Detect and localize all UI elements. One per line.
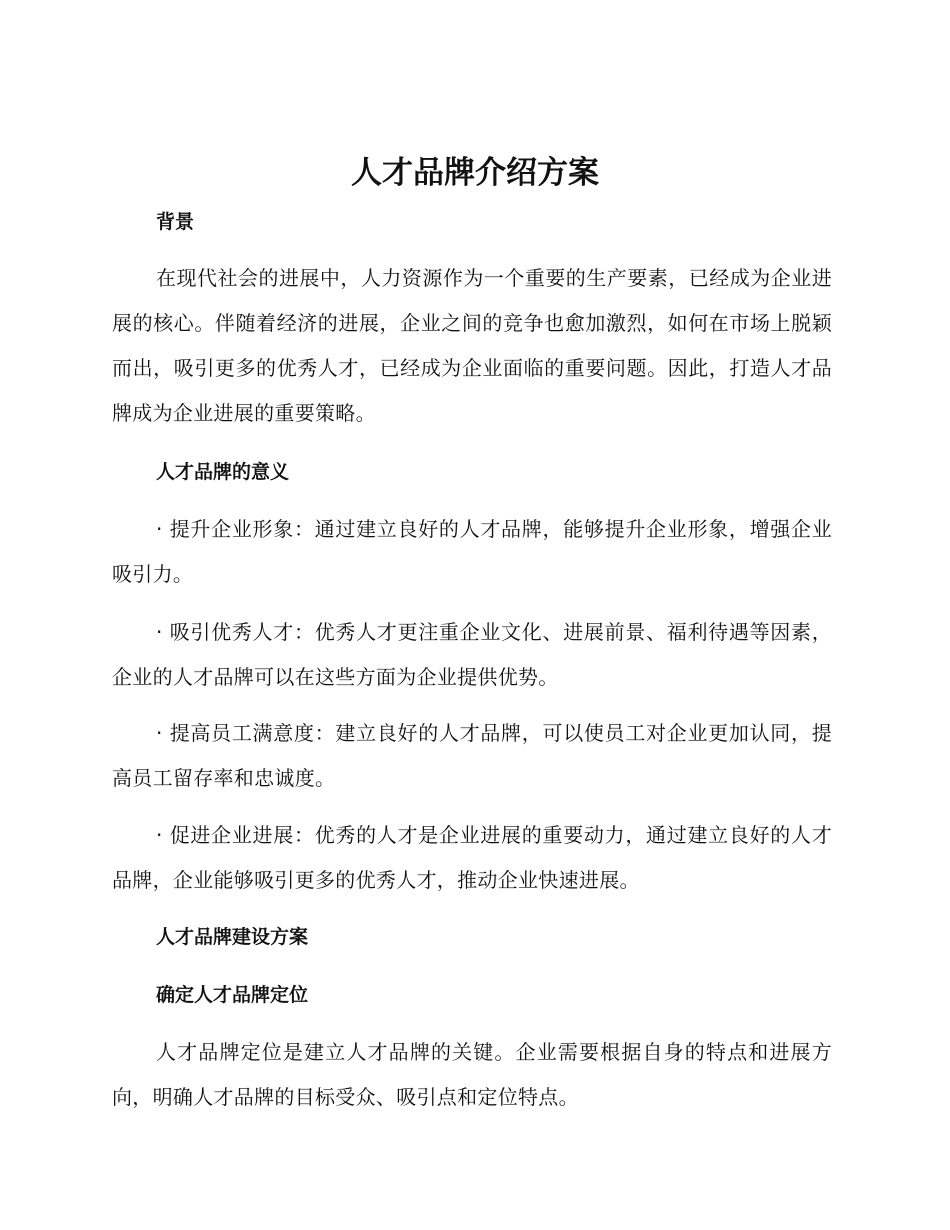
plan-heading: 人才品牌建设方案 (156, 926, 309, 948)
significance-point-3: · 提高员工满意度：建立良好的人才品牌，可以使员工对企业更加认同，提高员工留存率和忠诚度。 (112, 721, 832, 790)
positioning-heading: 确定人才品牌定位 (156, 984, 309, 1006)
significance-point-4: · 促进企业进展：优秀的人才是企业进展的重要动力，通过建立良好的人才品牌，企业能够吸引更多的优秀人才，推动企业快速进展。 (112, 823, 832, 892)
background-paragraph: 在现代社会的进展中，人力资源作为一个重要的生产要素，已经成为企业进展的核心。伴随着经济的进展，企业之间的竞争也愈加激烈，如何在市场上脱颖而出，吸引更多的优秀人才，已经成为企业面临的重要问题。因此，打造人才品牌成为企业进展的重要策略。 (112, 266, 832, 425)
positioning-paragraph: 人才品牌定位是建立人才品牌的关键。企业需要根据自身的特点和进展方向，明确人才品牌的目标受众、吸引点和定位特点。 (112, 1040, 832, 1109)
document-title: 人才品牌介绍方案 (351, 155, 599, 191)
significance-point-2: · 吸引优秀人才：优秀人才更注重企业文化、进展前景、福利待遇等因素，企业的人才品牌可以在这些方面为企业提供优势。 (112, 620, 832, 689)
significance-heading: 人才品牌的意义 (156, 461, 290, 483)
background-heading: 背景 (156, 211, 195, 233)
significance-point-1: · 提升企业形象：通过建立良好的人才品牌，能够提升企业形象，增强企业吸引力。 (112, 517, 832, 586)
